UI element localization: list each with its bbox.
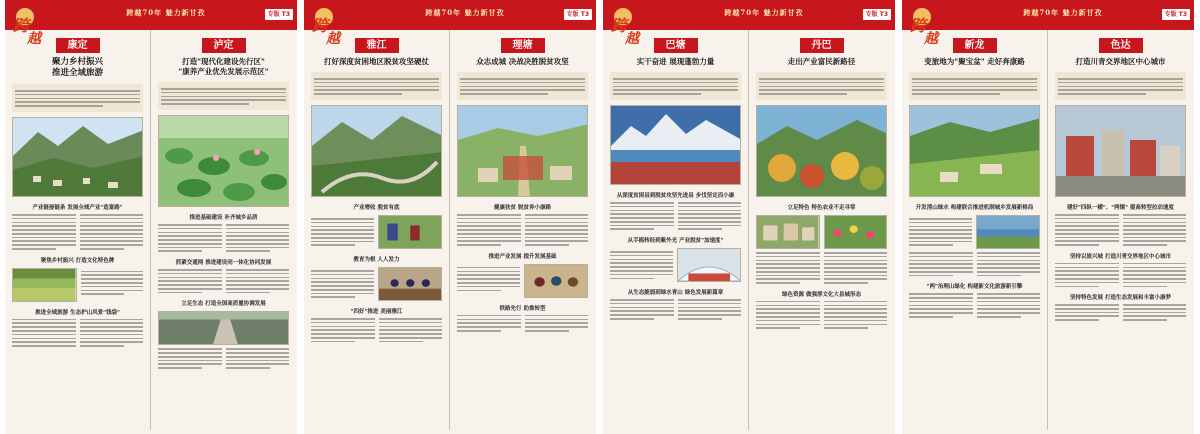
page-headline (457, 57, 588, 67)
farmland-photo (12, 268, 77, 302)
county-label: 丹巴 (800, 38, 844, 53)
page-badge: 专版 T3 (863, 9, 891, 20)
lotus-pond-photo (158, 115, 289, 207)
greenhouse-photo (677, 248, 742, 282)
county-label: 理塘 (501, 38, 545, 53)
headline-line: 推进全域旅游 (51, 68, 103, 78)
spread-1 (5, 0, 297, 434)
intro-paragraph (311, 72, 442, 100)
page-headline (158, 57, 289, 77)
school-photo (378, 267, 443, 301)
page-headline (909, 57, 1040, 67)
headline-line: 变旅地为"聚宝盆" 走好奔康路 (924, 57, 1025, 66)
subheading: 教育为根 人人发力 (353, 257, 400, 263)
page-yajiang (304, 30, 449, 434)
page-xinlong (902, 30, 1047, 434)
mountain-road-photo (311, 105, 442, 197)
intro-paragraph (12, 84, 143, 112)
harvest-photo (378, 215, 443, 249)
subheading: 开发清山绿水 构建联合推进机制城乡发展新格局 (915, 205, 1034, 211)
community-photo (524, 264, 589, 298)
page-litang (450, 30, 595, 434)
subheading: "两"治理山绿化 构建新文化旅游新引擎 (926, 284, 1023, 291)
page-headline (12, 57, 143, 79)
svg-text:跨: 跨 (611, 16, 628, 35)
intro-paragraph (756, 72, 887, 100)
subheading: 推进产业发展 提升发展基础 (488, 253, 557, 260)
county-label: 色达 (1099, 38, 1143, 53)
page-headline (610, 57, 741, 67)
lake-meadow-photo (976, 215, 1041, 249)
banner-text: 跨越70年 魅力新甘孜 (126, 8, 206, 17)
headline-line: 实干奋进 展现蓬勃力量 (636, 57, 715, 66)
intro-paragraph (610, 72, 741, 100)
headline-line: 众志成城 决战决胜脱贫攻坚 (476, 57, 569, 66)
page-danba (749, 30, 894, 434)
subheading: 坚持以旅兴城 打造川青交界地区中心城市 (1070, 253, 1171, 260)
page-kangding (5, 30, 150, 434)
subheading: 建好"四纵一横"、"两镇" 提高转型拉动速度 (1067, 205, 1174, 211)
page-batang (603, 30, 748, 434)
subheading: 产业增收 脱贫有底 (353, 205, 400, 211)
subheading: 坚持特色发展 打造生态发展和丰富小康梦 (1070, 295, 1171, 302)
subheading: 聚焦乡村振兴 打造文化特色牌 (40, 257, 115, 264)
road-photo (158, 311, 289, 345)
headline-line: 聚力乡村振兴 (51, 57, 103, 67)
subheading: 立足特色 特色农业不走寻常 (787, 205, 856, 211)
valley-pasture-photo (909, 105, 1040, 197)
spread-2 (304, 0, 596, 434)
page-headline (756, 57, 887, 67)
svg-text:跨: 跨 (312, 16, 329, 35)
subheading: 从手摇转经到紫外光 产业脱贫"加速度" (627, 238, 724, 245)
subheading: 推进全域旅游 生态护山风景"钱袋" (35, 309, 120, 316)
headline-line: 打造川青交界地区中心城市 (1075, 57, 1166, 66)
page-badge: 专版 T3 (1162, 9, 1190, 20)
page-badge: 专版 T3 (265, 9, 293, 20)
subheading: 绿色资源 做强厚文化大县城形态 (782, 291, 861, 298)
subheading: 立足生态 打造全国高质量协调发展 (181, 301, 266, 308)
page-seda (1048, 30, 1193, 434)
headline-line: 走出产业富民新路径 (787, 57, 856, 66)
page-badge: 专版 T3 (564, 9, 592, 20)
intro-paragraph (909, 72, 1040, 100)
banner-text: 跨越70年 魅力新甘孜 (425, 8, 505, 17)
svg-text:越: 越 (924, 31, 938, 47)
county-label: 康定 (56, 38, 100, 53)
subheading: 抓紧交通网 推进建设同一体化协同发展 (175, 260, 272, 267)
mountain-village-photo (12, 117, 143, 197)
svg-text:跨: 跨 (13, 16, 30, 35)
spread-4 (902, 0, 1194, 434)
headline-line: 打造"现代化建设先行区" (182, 57, 265, 66)
page-headline (1055, 57, 1186, 67)
county-label: 泸定 (202, 38, 246, 53)
spread-3 (603, 0, 895, 434)
city-aerial-photo (1055, 105, 1186, 197)
grassland-town-photo (457, 105, 588, 197)
flower-garden-photo (824, 215, 888, 249)
county-label: 新龙 (953, 38, 997, 53)
subheading: 健康扶贫 脱贫奔小康路 (494, 205, 551, 211)
intro-paragraph (457, 72, 588, 100)
svg-text:越: 越 (625, 31, 639, 47)
subheading: 铁路先行 助推转型 (499, 305, 546, 312)
subheading: 产业链接链条 发展全域产业"造富路" (32, 205, 123, 211)
autumn-forest-photo (756, 105, 887, 197)
svg-text:跨: 跨 (910, 16, 927, 35)
banner-text: 跨越70年 魅力新甘孜 (724, 8, 804, 17)
snow-mountain-lake-photo (610, 105, 741, 185)
headline-line: 打好深度贫困地区脱贫攻坚硬仗 (324, 57, 429, 66)
subheading: 从生态脆弱到绿水青山 绿色发展新篇章 (627, 290, 724, 297)
intro-paragraph (1055, 72, 1186, 100)
village-festival-photo (756, 215, 820, 249)
intro-paragraph (158, 82, 289, 110)
county-label: 雅江 (355, 38, 399, 53)
headline-line: "康养产业优先发展示范区" (178, 67, 269, 76)
page-luding (151, 30, 296, 434)
subheading: "四好"推进 美丽雅江 (350, 309, 403, 315)
svg-text:越: 越 (326, 31, 340, 47)
subheading: 从深度贫困县到脱贫攻坚先进县 步伐坚定而小康 (616, 193, 735, 199)
page-headline (311, 57, 442, 67)
subheading: 推进基础建设 补齐城乡品质 (189, 215, 258, 221)
county-label: 巴塘 (654, 38, 698, 53)
banner-text: 跨越70年 魅力新甘孜 (1023, 8, 1103, 17)
svg-text:越: 越 (27, 31, 41, 47)
